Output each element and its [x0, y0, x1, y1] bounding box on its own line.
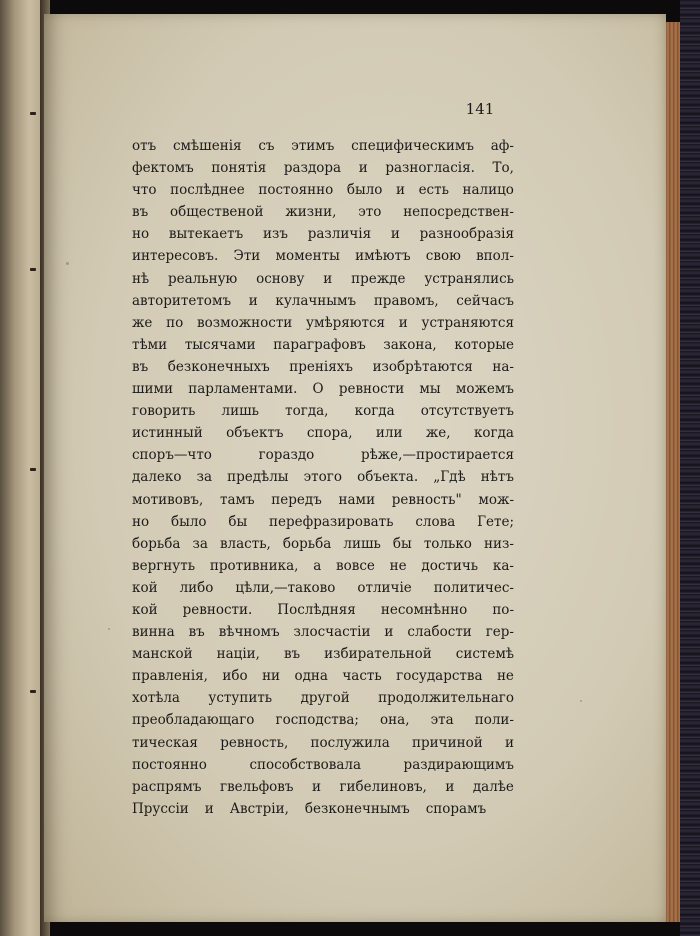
- word: гибелиновъ,: [339, 778, 427, 795]
- word: эта: [430, 712, 454, 729]
- word: преобладающаго: [132, 712, 255, 729]
- word: же,: [425, 425, 451, 442]
- word: и: [445, 778, 455, 795]
- word: нами: [338, 491, 376, 508]
- word: же: [132, 314, 153, 331]
- word: тогда,: [285, 403, 329, 420]
- text-line: [132, 533, 514, 555]
- word: сейчасъ: [456, 292, 514, 309]
- text-line: [132, 754, 514, 776]
- word: преніяхъ: [289, 358, 353, 375]
- word: бы: [228, 513, 248, 530]
- word: интересовъ.: [132, 248, 219, 265]
- word: что: [132, 182, 157, 199]
- word: лишь: [343, 535, 381, 552]
- word: гораздо: [258, 447, 315, 464]
- word: когда: [354, 403, 395, 420]
- word: отсутствуетъ: [420, 403, 514, 420]
- word: Гете;: [477, 513, 514, 530]
- word: раздирающимъ: [403, 756, 514, 773]
- text-line: [132, 776, 514, 798]
- word: системѣ: [455, 646, 514, 663]
- word: хотѣла: [132, 690, 180, 707]
- word: понятія: [211, 160, 267, 177]
- word: умѣряются: [306, 314, 386, 331]
- word: авторитетомъ: [132, 292, 232, 309]
- word: винна: [132, 624, 175, 641]
- word: избирательной: [324, 646, 432, 663]
- word: и: [396, 182, 405, 199]
- word: возможности: [197, 314, 293, 331]
- word: въ: [283, 646, 301, 663]
- word: объекта.: [357, 469, 419, 486]
- word: мотивовъ,: [132, 491, 204, 508]
- word: разногласія.: [385, 160, 475, 177]
- word: смѣшенія: [172, 138, 242, 154]
- word: и: [323, 270, 333, 287]
- text-line: [132, 201, 514, 223]
- word: и: [311, 778, 321, 795]
- page-mark: [30, 468, 36, 471]
- word: споръ—что: [132, 447, 212, 464]
- word: налицо: [462, 182, 514, 199]
- word: слова: [415, 513, 456, 530]
- word: объектъ: [226, 425, 284, 442]
- word: общественой: [170, 204, 264, 221]
- text-line: [132, 400, 514, 422]
- word: правленія,: [132, 668, 208, 685]
- text-line: [132, 511, 514, 533]
- word: реальную: [167, 270, 238, 287]
- text-line: [132, 444, 514, 466]
- text-line: [132, 798, 514, 820]
- word: продолжительнаго: [378, 690, 514, 707]
- word: свою: [425, 248, 461, 265]
- text-line: [132, 732, 514, 754]
- word: бы: [392, 535, 412, 552]
- word: только: [423, 535, 472, 552]
- word: изъ: [263, 226, 288, 243]
- word: перефразировать: [269, 513, 394, 530]
- word: изобрѣтаются: [372, 358, 473, 375]
- word: и: [248, 292, 258, 309]
- word: имѣютъ: [355, 248, 411, 265]
- text-line: [132, 422, 514, 444]
- word: и: [204, 800, 214, 817]
- word: ка-: [492, 557, 514, 574]
- word: манской: [132, 646, 193, 663]
- word: лишь: [221, 403, 260, 420]
- word: но: [132, 513, 150, 530]
- word: Пруссіи: [132, 800, 189, 817]
- word: вытекаетъ: [168, 226, 244, 243]
- word: злосчастіи: [293, 624, 371, 641]
- word: ревности.: [182, 601, 253, 618]
- word: либо: [179, 579, 214, 596]
- word: Эти: [233, 248, 261, 265]
- word: Послѣдняя: [277, 601, 356, 618]
- word: раздора: [283, 160, 342, 177]
- word: на-: [492, 358, 514, 375]
- word: закона,: [383, 336, 437, 353]
- word: ибо: [222, 668, 248, 685]
- word: государства: [396, 668, 483, 685]
- text-line: [132, 555, 514, 577]
- word: достичь: [421, 557, 479, 574]
- word: въ: [132, 358, 149, 375]
- word: гер-: [485, 624, 514, 641]
- word: по-: [492, 601, 514, 618]
- word: этого: [303, 469, 342, 486]
- body-text: [132, 135, 514, 820]
- word: вѣчномъ: [218, 624, 280, 641]
- word: было: [346, 182, 383, 199]
- word: слабости: [407, 624, 472, 641]
- text-line: [132, 687, 514, 709]
- text-line: [132, 245, 514, 267]
- word: политичес-: [433, 579, 514, 596]
- book-cover: [680, 0, 700, 936]
- word: кой: [132, 601, 158, 618]
- word: парламентами.: [188, 381, 298, 398]
- word: когда: [473, 425, 514, 442]
- page-mark: [30, 690, 36, 693]
- text-line: [132, 643, 514, 665]
- word: специфическимъ: [351, 138, 474, 154]
- word: и: [398, 314, 408, 331]
- word: можемъ: [455, 381, 514, 398]
- word: и: [504, 734, 514, 751]
- word: рѣже,—простирается: [360, 447, 514, 464]
- text-line: [132, 135, 514, 157]
- word: съ: [258, 138, 275, 154]
- word: тамъ: [220, 491, 255, 508]
- text-line: [132, 489, 514, 511]
- page-mark: [30, 268, 36, 271]
- text-line: [132, 621, 514, 643]
- word: ревность,: [220, 734, 289, 751]
- word: далѣе: [472, 778, 514, 795]
- word: не: [389, 557, 407, 574]
- word: борьба: [132, 535, 181, 552]
- word: поли-: [474, 712, 514, 729]
- word: разнообразія: [419, 226, 514, 243]
- paper-speck: [580, 700, 582, 702]
- text-line: [132, 466, 514, 488]
- word: несомнѣнно: [380, 601, 468, 618]
- word: но: [132, 226, 150, 243]
- text-line: [132, 334, 514, 356]
- word: которые: [454, 336, 514, 353]
- word: есть: [418, 182, 449, 199]
- word: О: [312, 381, 324, 398]
- word: за: [192, 535, 208, 552]
- paper-speck: [108, 628, 110, 630]
- word: вовсе: [336, 557, 375, 574]
- page-mark: [30, 112, 36, 115]
- text-line: [132, 179, 514, 201]
- word: она,: [380, 712, 410, 729]
- word: тическая: [132, 734, 198, 751]
- word: власть,: [219, 535, 271, 552]
- word: нѣ: [132, 270, 150, 287]
- word: послужила: [310, 734, 390, 751]
- text-line: [132, 268, 514, 290]
- word: спора,: [306, 425, 353, 442]
- word: „Гдѣ: [433, 469, 466, 486]
- word: этимъ: [291, 138, 335, 154]
- word: было: [170, 513, 207, 530]
- word: спорамъ: [425, 800, 487, 817]
- page-stack-edge: [666, 22, 680, 922]
- word: не: [496, 668, 514, 685]
- page-number: 141: [465, 100, 495, 118]
- word: и: [358, 160, 368, 177]
- word: фектомъ: [132, 160, 194, 177]
- word: ревность": [391, 491, 462, 508]
- word: это: [358, 204, 382, 221]
- word: безконечнымъ: [304, 800, 410, 817]
- word: правомъ,: [373, 292, 439, 309]
- word: нѣтъ: [480, 469, 514, 486]
- text-line: [132, 312, 514, 334]
- word: мож-: [478, 491, 514, 508]
- left-page-edge: [0, 0, 42, 936]
- word: устранялись: [424, 270, 514, 287]
- text-line: [132, 378, 514, 400]
- word: говорить: [132, 403, 196, 420]
- word: далеко: [132, 469, 182, 486]
- word: одна: [294, 668, 328, 685]
- word: шими: [132, 381, 174, 398]
- word: предѣлы: [227, 469, 289, 486]
- word: впол-: [476, 248, 514, 265]
- word: непосредствен-: [403, 204, 514, 221]
- word: отъ: [132, 138, 157, 154]
- text-line: [132, 577, 514, 599]
- word: истинный: [132, 425, 203, 442]
- word: различія: [307, 226, 372, 243]
- word: вергнуть: [132, 557, 196, 574]
- word: другой: [300, 690, 350, 707]
- word: въ: [132, 204, 149, 221]
- word: и: [384, 624, 394, 641]
- word: за: [196, 469, 213, 486]
- word: причиной: [412, 734, 483, 751]
- word: устраняются: [421, 314, 514, 331]
- word: послѣднее: [170, 182, 245, 199]
- word: параграфовъ: [273, 336, 366, 353]
- word: моменты: [275, 248, 340, 265]
- word: и: [390, 226, 400, 243]
- word: способствовала: [249, 756, 362, 773]
- word: Австріи,: [229, 800, 289, 817]
- word: ни: [262, 668, 281, 685]
- word: кой: [132, 579, 158, 596]
- word: гвельфовъ: [220, 778, 294, 795]
- text-line: [132, 599, 514, 621]
- word: безконечныхъ: [167, 358, 270, 375]
- word: тѣми: [132, 336, 168, 353]
- text-line: [132, 356, 514, 378]
- word: въ: [188, 624, 205, 641]
- word: постоянно: [258, 182, 334, 199]
- word: основу: [256, 270, 305, 287]
- text-line: [132, 223, 514, 245]
- word: кулачнымъ: [275, 292, 357, 309]
- word: мы: [419, 381, 441, 398]
- word: націи,: [216, 646, 260, 663]
- paper-speck: [66, 262, 69, 265]
- word: передъ: [271, 491, 322, 508]
- text-line: [132, 290, 514, 312]
- word: а: [313, 557, 322, 574]
- word: или: [375, 425, 403, 442]
- word: по: [166, 314, 184, 331]
- word: постоянно: [132, 756, 207, 773]
- word: противника,: [209, 557, 299, 574]
- word: низ-: [483, 535, 514, 552]
- word: распрямъ: [132, 778, 202, 795]
- text-line: [132, 709, 514, 731]
- word: цѣли,—таково: [235, 579, 336, 596]
- word: жизни,: [285, 204, 337, 221]
- word: прежде: [351, 270, 406, 287]
- word: ревности: [338, 381, 405, 398]
- word: тысячами: [184, 336, 256, 353]
- text-line: [132, 665, 514, 687]
- word: часть: [342, 668, 382, 685]
- word: господства;: [275, 712, 359, 729]
- word: аф-: [490, 138, 514, 154]
- word: То,: [492, 160, 514, 177]
- word: борьба: [282, 535, 332, 552]
- word: отличіе: [357, 579, 412, 596]
- word: уступить: [208, 690, 273, 707]
- text-line: [132, 157, 514, 179]
